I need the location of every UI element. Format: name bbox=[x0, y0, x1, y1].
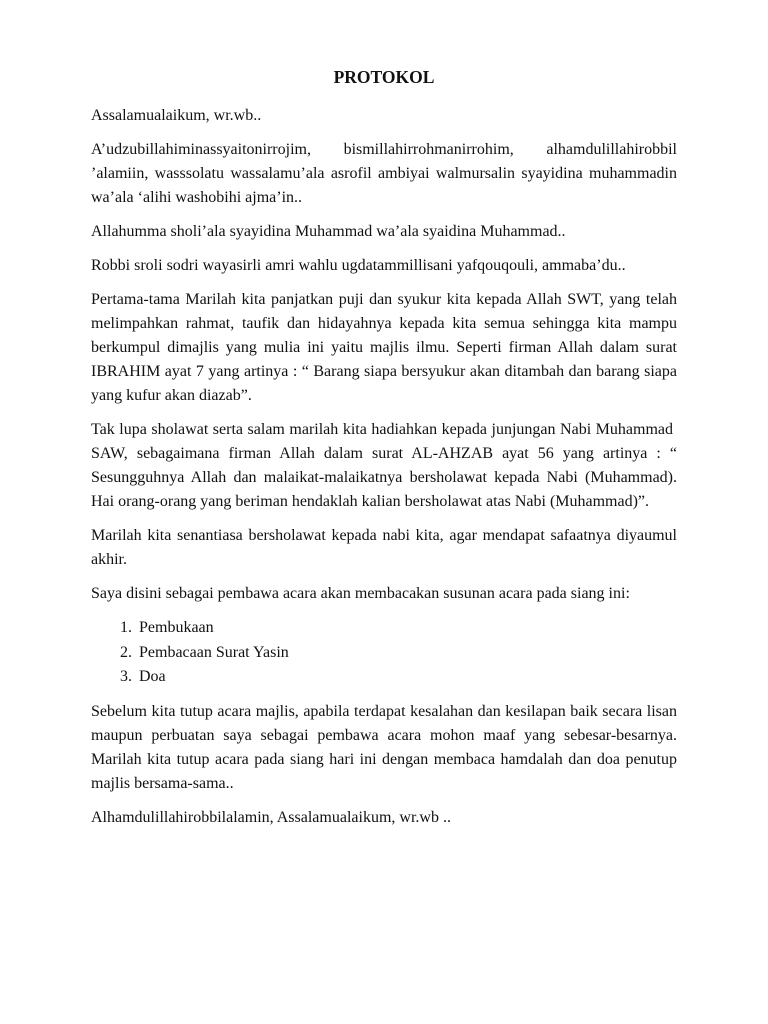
gratitude-paragraph: Pertama-tama Marilah kita panjatkan puji dan syukur kita kepada Allah SWT, yang telah melimpahkan rahmat, taufik dan hidayahnya kepada kita semua sehingga kita mampu berkumpul dimajlis yang mulia ini yaitu majlis ilmu. Seperti firman Allah dalam surat IBRAHIM ayat 7 yang artinya : “ Barang siapa bersyukur akan ditambah dan barang siapa yang kufur akan diazab”. bbox=[91, 291, 677, 404]
opening-prayer-paragraph: A’udzubillahiminassyaitonirrojim, bismillahirrohmanirrohim, alhamdulillahirobbil ’alamiin, wasssolatu wassalamu’ala asrofil ambiyai walmursalin syayidina muhammadin wa’ala ‘alihi washobihi ajma’in.. bbox=[91, 141, 677, 206]
sholawat-paragraph: Allahumma sholi’ala syayidina Muhammad wa’ala syaidina Muhammad.. bbox=[91, 223, 566, 240]
agenda-item: 1. Pembukaan bbox=[136, 616, 677, 641]
apology-paragraph: Sebelum kita tutup acara majlis, apabila terdapat kesalahan dan kesilapan baik secara lisan maupun perbuatan saya sebagai pembawa acara mohon maaf yang sebesar-besarnya. Marilah kita tutup acara pada siang hari ini dengan membaca hamdalah dan doa penutup majlis bersama-sama.. bbox=[91, 702, 677, 792]
sholawat-salam-paragraph: Tak lupa sholawat serta salam marilah kita hadiahkan kepada junjungan Nabi Muhammad SAW, sebagaimana firman Allah dalam surat AL-AHZAB ayat 56 yang artinya : “ Sesungguhnya Allah dan malaikat-malaikatnya bersholawat kepada Nabi (Muhammad). Hai orang-orang yang beriman hendaklah kalian bersholawat atas Nabi (Muhammad)”. bbox=[91, 421, 677, 510]
greeting-paragraph: Assalamualaikum, wr.wb.. bbox=[91, 107, 262, 124]
safaat-paragraph: Marilah kita senantiasa bersholawat kepada nabi kita, agar mendapat safaatnya diyaumul akhir. bbox=[91, 527, 677, 568]
agenda-item: 2. Pembacaan Surat Yasin bbox=[136, 641, 677, 666]
agenda-intro-paragraph: Saya disini sebagai pembawa acara akan membacakan susunan acara pada siang ini: bbox=[91, 585, 630, 602]
agenda-item: 3. Doa bbox=[136, 665, 677, 690]
robbi-paragraph: Robbi sroli sodri wayasirli amri wahlu ugdatammillisani yafqouqouli, ammaba’du.. bbox=[91, 257, 626, 274]
document-title: PROTOKOL bbox=[333, 67, 435, 87]
closing-greeting-paragraph: Alhamdulillahirobbilalamin, Assalamualaikum, wr.wb .. bbox=[91, 808, 451, 826]
agenda-list bbox=[91, 616, 677, 690]
